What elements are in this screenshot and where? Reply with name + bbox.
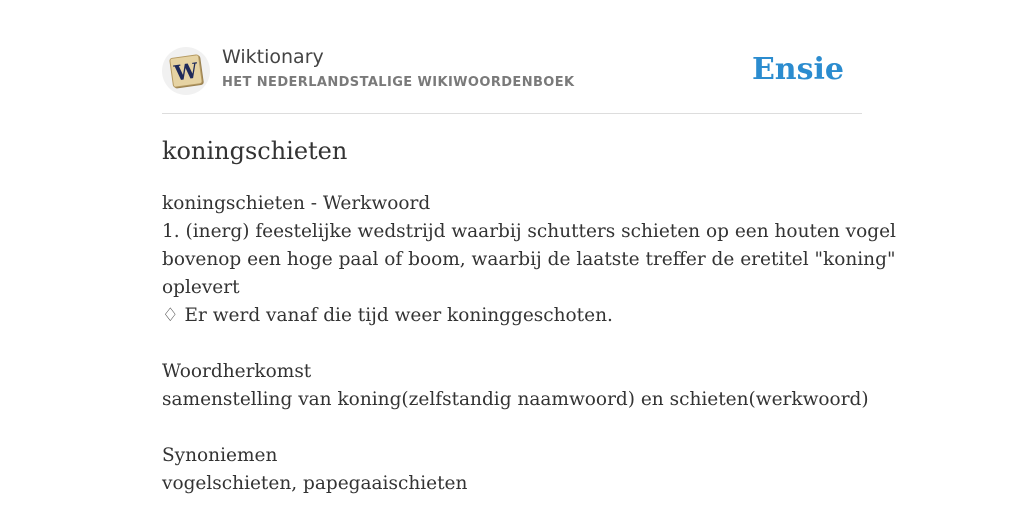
page-title: koningschieten	[162, 137, 348, 165]
etymology-heading: Woordherkomst	[162, 361, 312, 382]
definition-line: bovenop een hoge paal of boom, waarbij de laatste treffer de eretitel "koning"	[162, 249, 896, 270]
wiktionary-logo-icon[interactable]	[162, 47, 210, 95]
ensie-brand-link[interactable]: Ensie	[751, 52, 844, 87]
spacer	[162, 330, 862, 358]
site-tagline: HET NEDERLANDSTALIGE WIKIWOORDENBOEK	[222, 75, 575, 90]
example-sentence: ♢ Er werd vanaf die tijd weer koninggeschoten.	[162, 305, 613, 326]
spacer	[162, 414, 862, 442]
logo-letter: W	[172, 57, 200, 86]
part-of-speech-line: koningschieten - Werkwoord	[162, 193, 431, 214]
etymology-text: samenstelling van koning(zelfstandig naamwoord) en schieten(werkwoord)	[162, 389, 869, 410]
entry-content	[162, 190, 896, 498]
site-name[interactable]: Wiktionary	[222, 46, 324, 68]
synonyms-text: vogelschieten, papegaaischieten	[162, 473, 468, 494]
logo-tile	[169, 54, 203, 88]
synonyms-heading: Synoniemen	[162, 445, 278, 466]
header-divider	[162, 113, 862, 114]
definition-line: oplevert	[162, 277, 240, 298]
definition-line: 1. (inerg) feestelijke wedstrijd waarbij schutters schieten op een houten vogel	[162, 221, 896, 242]
site-header	[162, 45, 862, 95]
